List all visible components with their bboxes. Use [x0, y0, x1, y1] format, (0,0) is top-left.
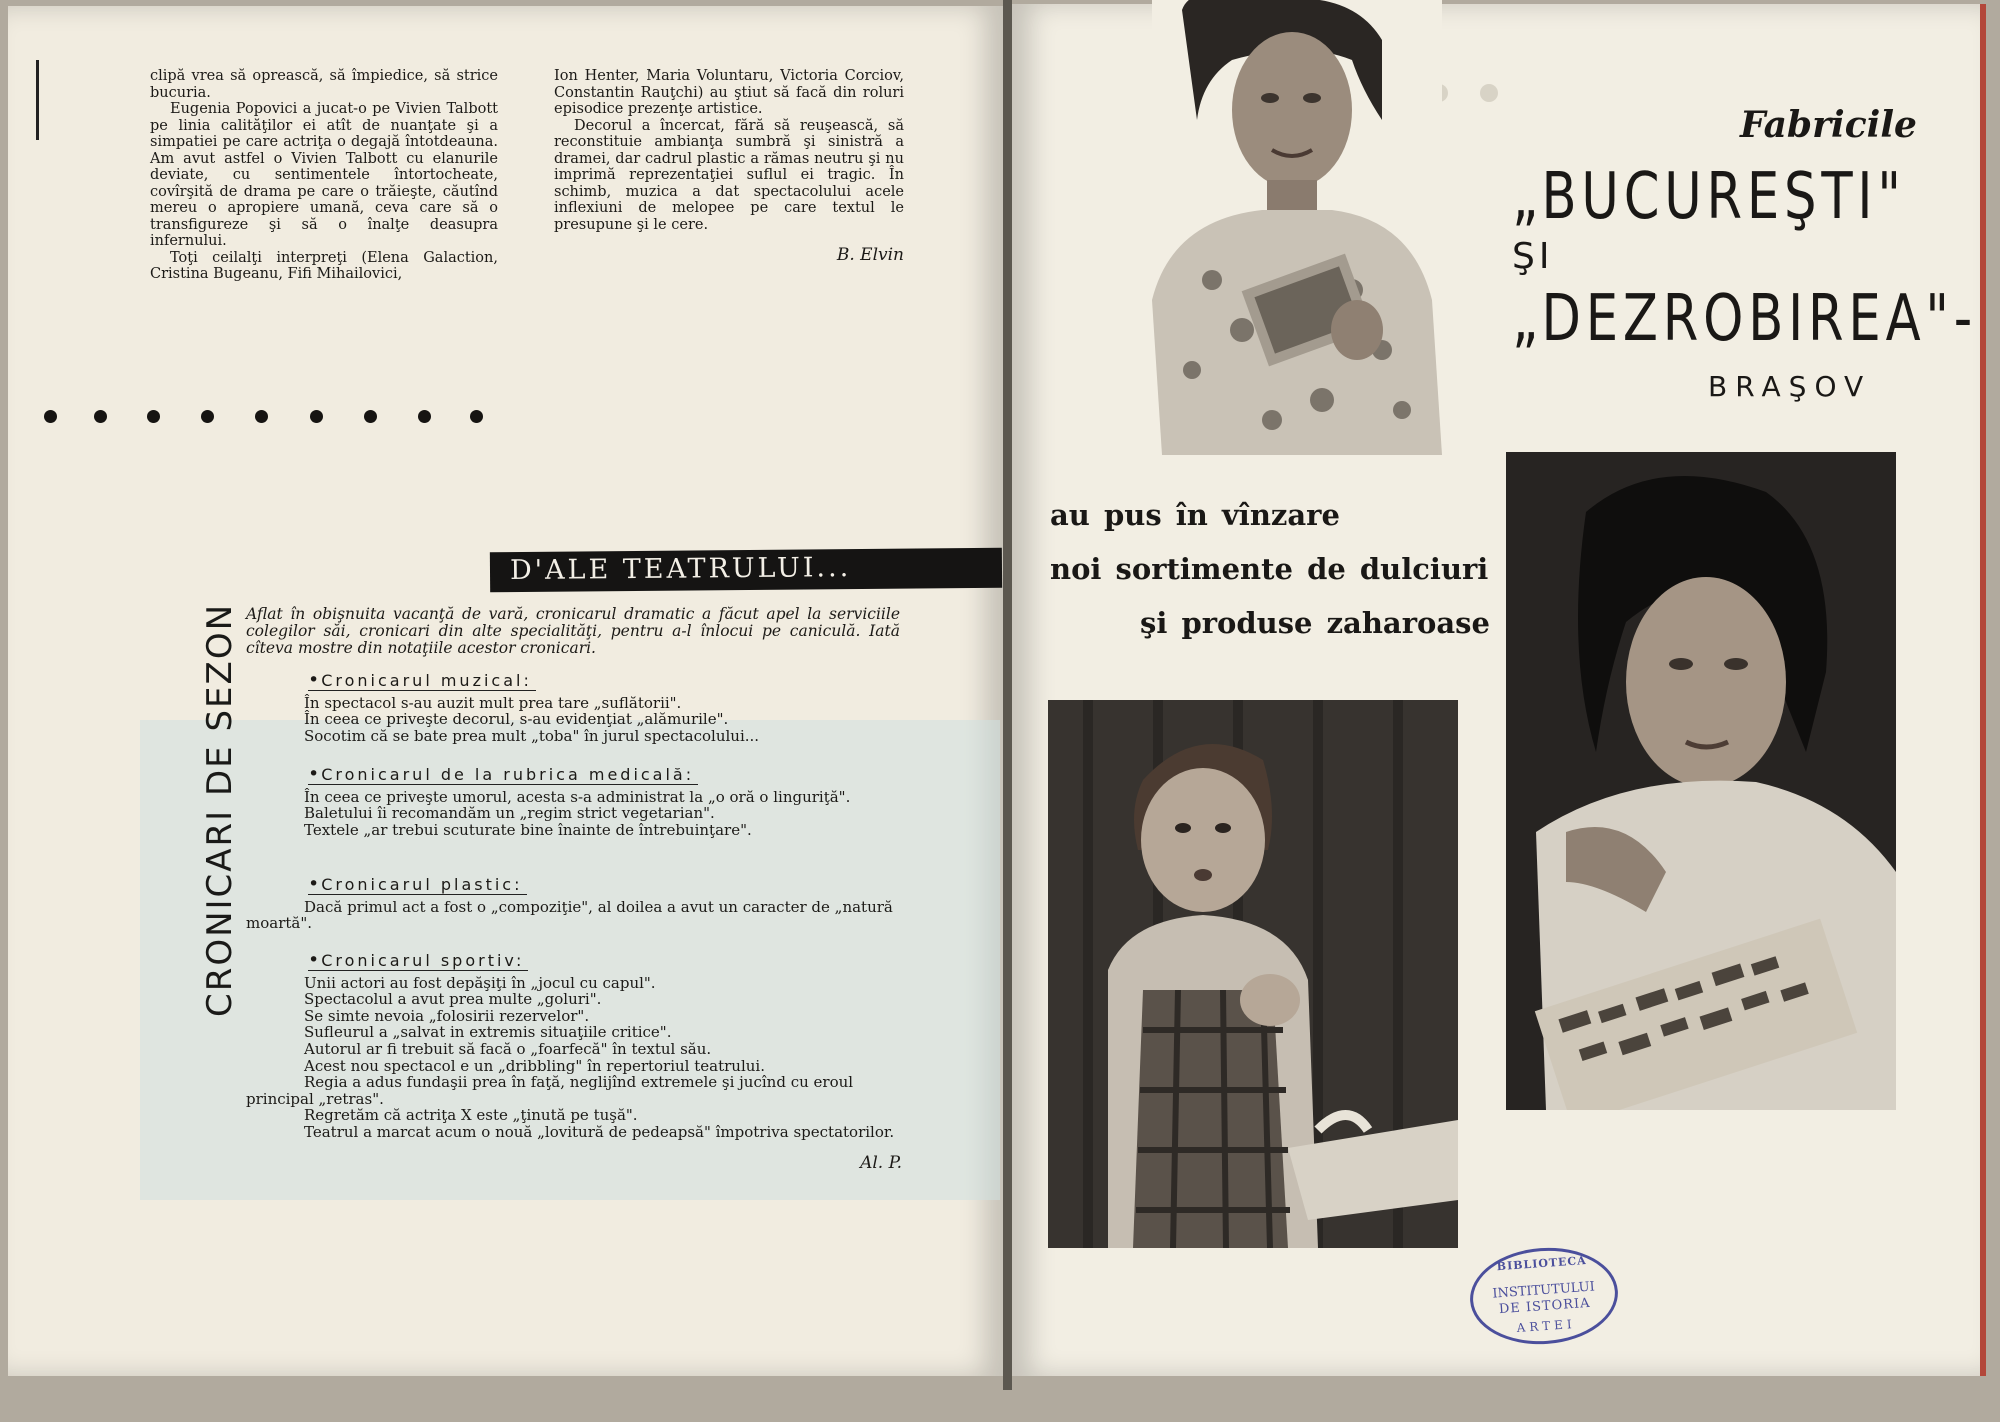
section-heading: • Cronicarul sportiv:	[308, 952, 528, 971]
section-line: Spectacolul a avut prea multe „goluri".	[304, 990, 602, 1009]
stamp-line: ARTEI	[1516, 1316, 1577, 1335]
section-line: În ceea ce priveşte umorul, acesta s-a administrat la „o oră o linguriţă".	[304, 787, 851, 806]
section-medical	[246, 763, 902, 839]
section-line: Sufleurul a „salvat in extremis situaţiile critice".	[304, 1023, 672, 1042]
ad-conjunction: ŞI	[1512, 236, 1554, 277]
section-line: Baletului îi recomandăm un „regim strict vegetarian".	[304, 804, 715, 823]
section-line: Regretăm că actriţa X este „ţinută pe tuşă".	[304, 1106, 638, 1125]
paragraph: Toţi ceilalţi interpreţi (Elena Galaction, Cristina Bugeanu, Fifi Mihailovici,	[150, 249, 498, 282]
section-music	[246, 669, 902, 745]
photo-woman-eating-sweets	[1506, 452, 1896, 1110]
woman-eating-photo-image	[1506, 452, 1896, 1110]
ad-fabricile: Fabricile	[1740, 104, 1917, 146]
section-line: Unii actori au fost depăşiţi în „jocul cu capul".	[304, 973, 656, 992]
woman-photo-image	[1152, 0, 1442, 455]
bullet-dot	[44, 410, 57, 423]
stamp-line: BIBLIOTECA	[1496, 1253, 1588, 1274]
stamp-line: DE ISTORIA	[1498, 1295, 1592, 1318]
article-column-2	[554, 68, 904, 264]
section-line: În ceea ce priveşte decorul, s-au evidenţiat „alămurile".	[304, 710, 729, 729]
paragraph: Decorul a încercat, fără să reuşească, să reconstituie ambianţa sumbră şi sinistră a dramei, dar cadrul plastic a rămas neutru şi nu imprimă reprezentaţiei suflul ei tragic. În schimb, muzica a dat spectacolului acele inflexiuni de melopee pe care textul le presupune şi le cere.	[554, 117, 904, 233]
section-heading: • Cronicarul plastic:	[308, 876, 527, 895]
ad-factory-name-1: „BUCUREŞTI"	[1512, 160, 1906, 234]
intro-paragraph: Aflat în obişnuita vacanţă de vară, cronicarul dramatic a făcut apel la serviciile colegilor săi, cronicari din alte specialităţi, pentru a-l înlocui pe caniculă. Iată cîteva mostre din notaţiile acestor cronicari.	[246, 605, 900, 657]
section-sport	[246, 949, 902, 1173]
bullet-dot	[255, 410, 268, 423]
section-heading: • Cronicarul muzical:	[308, 672, 536, 691]
section-line: Se simte nevoia „folosirii rezervelor".	[304, 1006, 590, 1025]
section-line: Textele „ar trebui scuturate bine înainte de întrebuinţare".	[304, 820, 752, 839]
paragraph: Eugenia Popovici a jucat-o pe Vivien Talbott pe linia calităţilor ei atît de nuanţate şi a simpatiei pe care actriţa o degajă întotdeauna. Am avut astfel o Vivien Talbott cu elanurile deviate, cu sentimentele întortocheate, covîrşită de drama pe care o trăieşte, căutînd mereu o apropiere umană, ceva care să o transfigureze şi să o înalţe deasupra infernului.	[150, 101, 498, 249]
book-gutter	[1003, 0, 1012, 1390]
author-signature: B. Elvin	[836, 245, 904, 265]
bullet-dot	[310, 410, 323, 423]
vertical-title-text: CRONICARI DE SEZON	[200, 602, 240, 1018]
bullet-dot	[201, 410, 214, 423]
child-photo-image	[1048, 700, 1458, 1248]
author-signature: Al. P.	[860, 1152, 902, 1173]
section-line: Regia a adus fundaşii prea în faţă, neglijînd extremele şi jucînd cu eroul principal „retras".	[246, 1073, 854, 1108]
section-heading: • Cronicarul de la rubrica medicală:	[308, 766, 698, 785]
bullet-dot	[364, 410, 377, 423]
ad-slogan-line: au pus în vînzare	[1050, 498, 1340, 532]
bullet-dot	[94, 410, 107, 423]
section-line: Dacă primul act a fost o „compoziţie", al doilea a avut un caracter de „natură moartă".	[246, 897, 893, 933]
bullet-divider	[44, 402, 544, 432]
section-line: În spectacol s-au auzit mult prea tare „suflătorii".	[304, 693, 682, 712]
section-banner	[490, 548, 1002, 592]
banner-title: D'ALE TEATRULUI...	[509, 552, 852, 587]
faint-dot	[1480, 84, 1498, 102]
ad-city: BRAŞOV	[1708, 370, 1872, 403]
bullet-dot	[147, 410, 160, 423]
article-column-1	[150, 68, 498, 283]
left-margin-bar	[36, 60, 39, 140]
stamp-line: INSTITUTULUI	[1491, 1279, 1596, 1302]
ad-slogan-line: noi sortimente de dulciuri	[1050, 552, 1489, 586]
photo-child-with-candy	[1048, 700, 1458, 1248]
bullet-dot	[418, 410, 431, 423]
ad-factory-name-2: „DEZROBIREA"-	[1512, 282, 1978, 356]
bullet-dot	[470, 410, 483, 423]
section-plastic	[246, 873, 902, 933]
section-line: Teatrul a marcat acum o nouă „lovitură de pedeapsă" împotriva spectatorilor.	[304, 1122, 895, 1141]
paragraph: Ion Henter, Maria Voluntaru, Victoria Corciov, Constantin Rauţchi) au ştiut să facă din roluri episodice prezenţe artistice.	[554, 68, 904, 117]
paragraph: clipă vrea să oprească, să împiedice, să strice bucuria.	[150, 68, 498, 101]
section-line: Socotim că se bate prea mult „toba" în jurul spectacolului...	[304, 726, 760, 745]
ad-slogan-line: şi produse zaharoase	[1140, 606, 1490, 640]
section-line: Acest nou spectacol e un „dribbling" în repertoriul teatrului.	[304, 1056, 765, 1075]
photo-woman-with-box	[1152, 0, 1442, 455]
section-line: Autorul ar fi trebuit să facă o „foarfecă" în textul său.	[304, 1039, 712, 1058]
